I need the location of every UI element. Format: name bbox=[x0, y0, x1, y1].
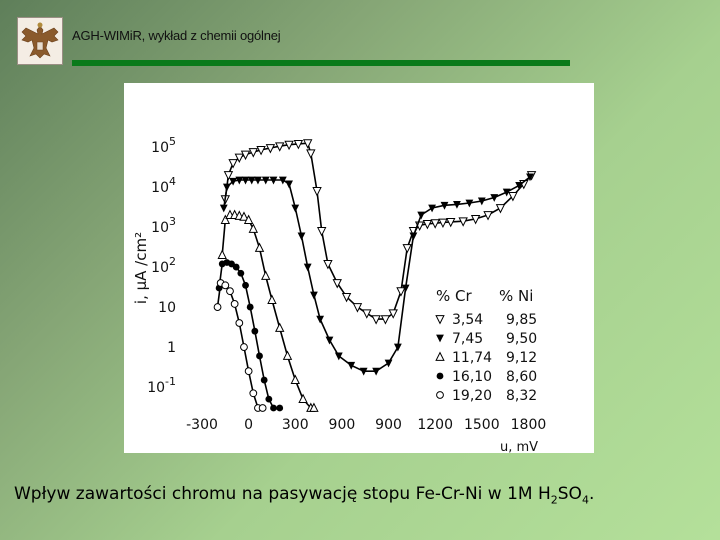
y-tick-label: 10 bbox=[158, 300, 176, 317]
legend-cr-value: 16,10 bbox=[452, 369, 493, 385]
data-point bbox=[291, 205, 299, 213]
data-point bbox=[298, 233, 306, 241]
legend bbox=[436, 287, 537, 404]
caption-sub-2: 2 bbox=[550, 493, 558, 507]
data-point bbox=[304, 264, 312, 272]
caption-text: Wpływ zawartości chromu na pasywację stopu Fe-Cr-Ni w 1M H bbox=[14, 484, 551, 504]
data-point bbox=[299, 395, 307, 403]
x-tick-label: 1800 bbox=[510, 417, 547, 433]
x-tick-label: -300 bbox=[186, 417, 218, 433]
data-point bbox=[222, 282, 229, 289]
x-tick-label: 1500 bbox=[463, 417, 500, 433]
legend-cr-value: 19,20 bbox=[452, 388, 493, 404]
data-point bbox=[284, 352, 292, 360]
y-ticks bbox=[147, 135, 176, 396]
data-point bbox=[256, 353, 263, 360]
university-logo bbox=[17, 17, 63, 65]
data-point bbox=[242, 282, 249, 289]
series-line bbox=[225, 143, 534, 319]
data-point bbox=[324, 261, 332, 269]
x-tick-label: 1200 bbox=[417, 417, 454, 433]
data-point bbox=[236, 320, 243, 327]
legend-ni-value: 8,60 bbox=[506, 369, 538, 385]
x-tick-label: 0 bbox=[244, 417, 254, 433]
legend-header-cr: % Cr bbox=[436, 287, 472, 305]
data-point bbox=[397, 288, 405, 296]
data-point bbox=[223, 184, 231, 192]
x-tick-label: 300 bbox=[281, 417, 309, 433]
data-point bbox=[313, 188, 321, 196]
legend-cr-value: 11,74 bbox=[452, 350, 493, 366]
legend-marker bbox=[436, 353, 444, 361]
legend-cr-value: 3,54 bbox=[452, 312, 484, 328]
x-axis-label: u, mV bbox=[499, 440, 539, 453]
chart-figure bbox=[124, 83, 594, 453]
series-0 bbox=[221, 140, 535, 324]
data-point bbox=[354, 304, 362, 312]
data-point bbox=[363, 310, 371, 318]
data-point bbox=[310, 292, 318, 300]
data-point bbox=[261, 377, 268, 384]
polarization-chart bbox=[124, 83, 594, 453]
legend-marker bbox=[437, 373, 444, 380]
data-point bbox=[385, 360, 393, 368]
data-point bbox=[259, 405, 266, 412]
legend-ni-value: 9,12 bbox=[506, 350, 538, 366]
page-header-title: AGH-WIMiR, wykład z chemii ogólnej bbox=[72, 28, 281, 43]
legend-marker bbox=[437, 392, 444, 399]
data-point bbox=[229, 160, 237, 168]
data-point bbox=[214, 304, 221, 311]
data-point bbox=[318, 228, 326, 236]
data-point bbox=[256, 244, 264, 252]
data-point bbox=[241, 344, 248, 351]
data-point bbox=[227, 288, 234, 295]
data-point bbox=[307, 150, 315, 158]
x-ticks bbox=[186, 417, 546, 433]
data-point bbox=[231, 301, 238, 308]
caption-so: SO bbox=[557, 484, 582, 504]
header-divider bbox=[72, 60, 570, 66]
data-point bbox=[428, 205, 436, 213]
data-point bbox=[270, 405, 277, 412]
data-point bbox=[285, 181, 293, 189]
data-point bbox=[276, 324, 284, 332]
legend-cr-value: 7,45 bbox=[452, 331, 484, 347]
data-point bbox=[291, 376, 299, 384]
data-point bbox=[276, 405, 283, 412]
x-tick-label: 900 bbox=[375, 417, 402, 433]
data-point bbox=[218, 251, 226, 259]
data-point bbox=[250, 390, 257, 397]
y-axis-label: i, μA /cm² bbox=[132, 231, 150, 305]
y-tick-label: $10^4$ bbox=[151, 175, 176, 197]
legend-marker bbox=[436, 316, 444, 324]
caption-sub-4: 4 bbox=[581, 493, 589, 507]
data-point bbox=[403, 245, 411, 253]
y-tick-label: $10^2$ bbox=[151, 255, 176, 277]
data-point bbox=[237, 270, 244, 277]
legend-header-ni: % Ni bbox=[499, 287, 534, 305]
data-point bbox=[249, 225, 257, 233]
data-point bbox=[389, 310, 397, 318]
slide-caption bbox=[14, 484, 714, 506]
legend-ni-value: 8,32 bbox=[506, 388, 538, 404]
data-point bbox=[245, 368, 252, 375]
y-tick-label: $10^3$ bbox=[151, 215, 176, 237]
data-point bbox=[268, 296, 276, 304]
data-point bbox=[335, 353, 343, 361]
legend-ni-value: 9,85 bbox=[506, 312, 538, 328]
x-tick-label: 900 bbox=[328, 417, 356, 433]
data-point bbox=[220, 205, 228, 213]
y-tick-label: 1 bbox=[167, 340, 176, 357]
eagle-crest-icon bbox=[18, 18, 62, 64]
data-point bbox=[265, 396, 272, 403]
data-point bbox=[497, 205, 505, 213]
y-tick-label: $10^{-1}$ bbox=[147, 375, 176, 397]
legend-ni-value: 9,50 bbox=[506, 331, 538, 347]
data-point bbox=[247, 304, 254, 311]
data-point bbox=[316, 316, 324, 324]
caption-end: . bbox=[588, 484, 595, 504]
legend-marker bbox=[436, 335, 444, 343]
y-axis-label-group bbox=[132, 232, 150, 304]
series-line bbox=[218, 283, 263, 408]
data-point bbox=[417, 212, 425, 220]
series-line bbox=[224, 177, 530, 371]
data-point bbox=[233, 264, 240, 271]
y-tick-label: $10^5$ bbox=[151, 135, 176, 157]
data-point bbox=[251, 328, 258, 335]
data-point bbox=[262, 272, 270, 280]
